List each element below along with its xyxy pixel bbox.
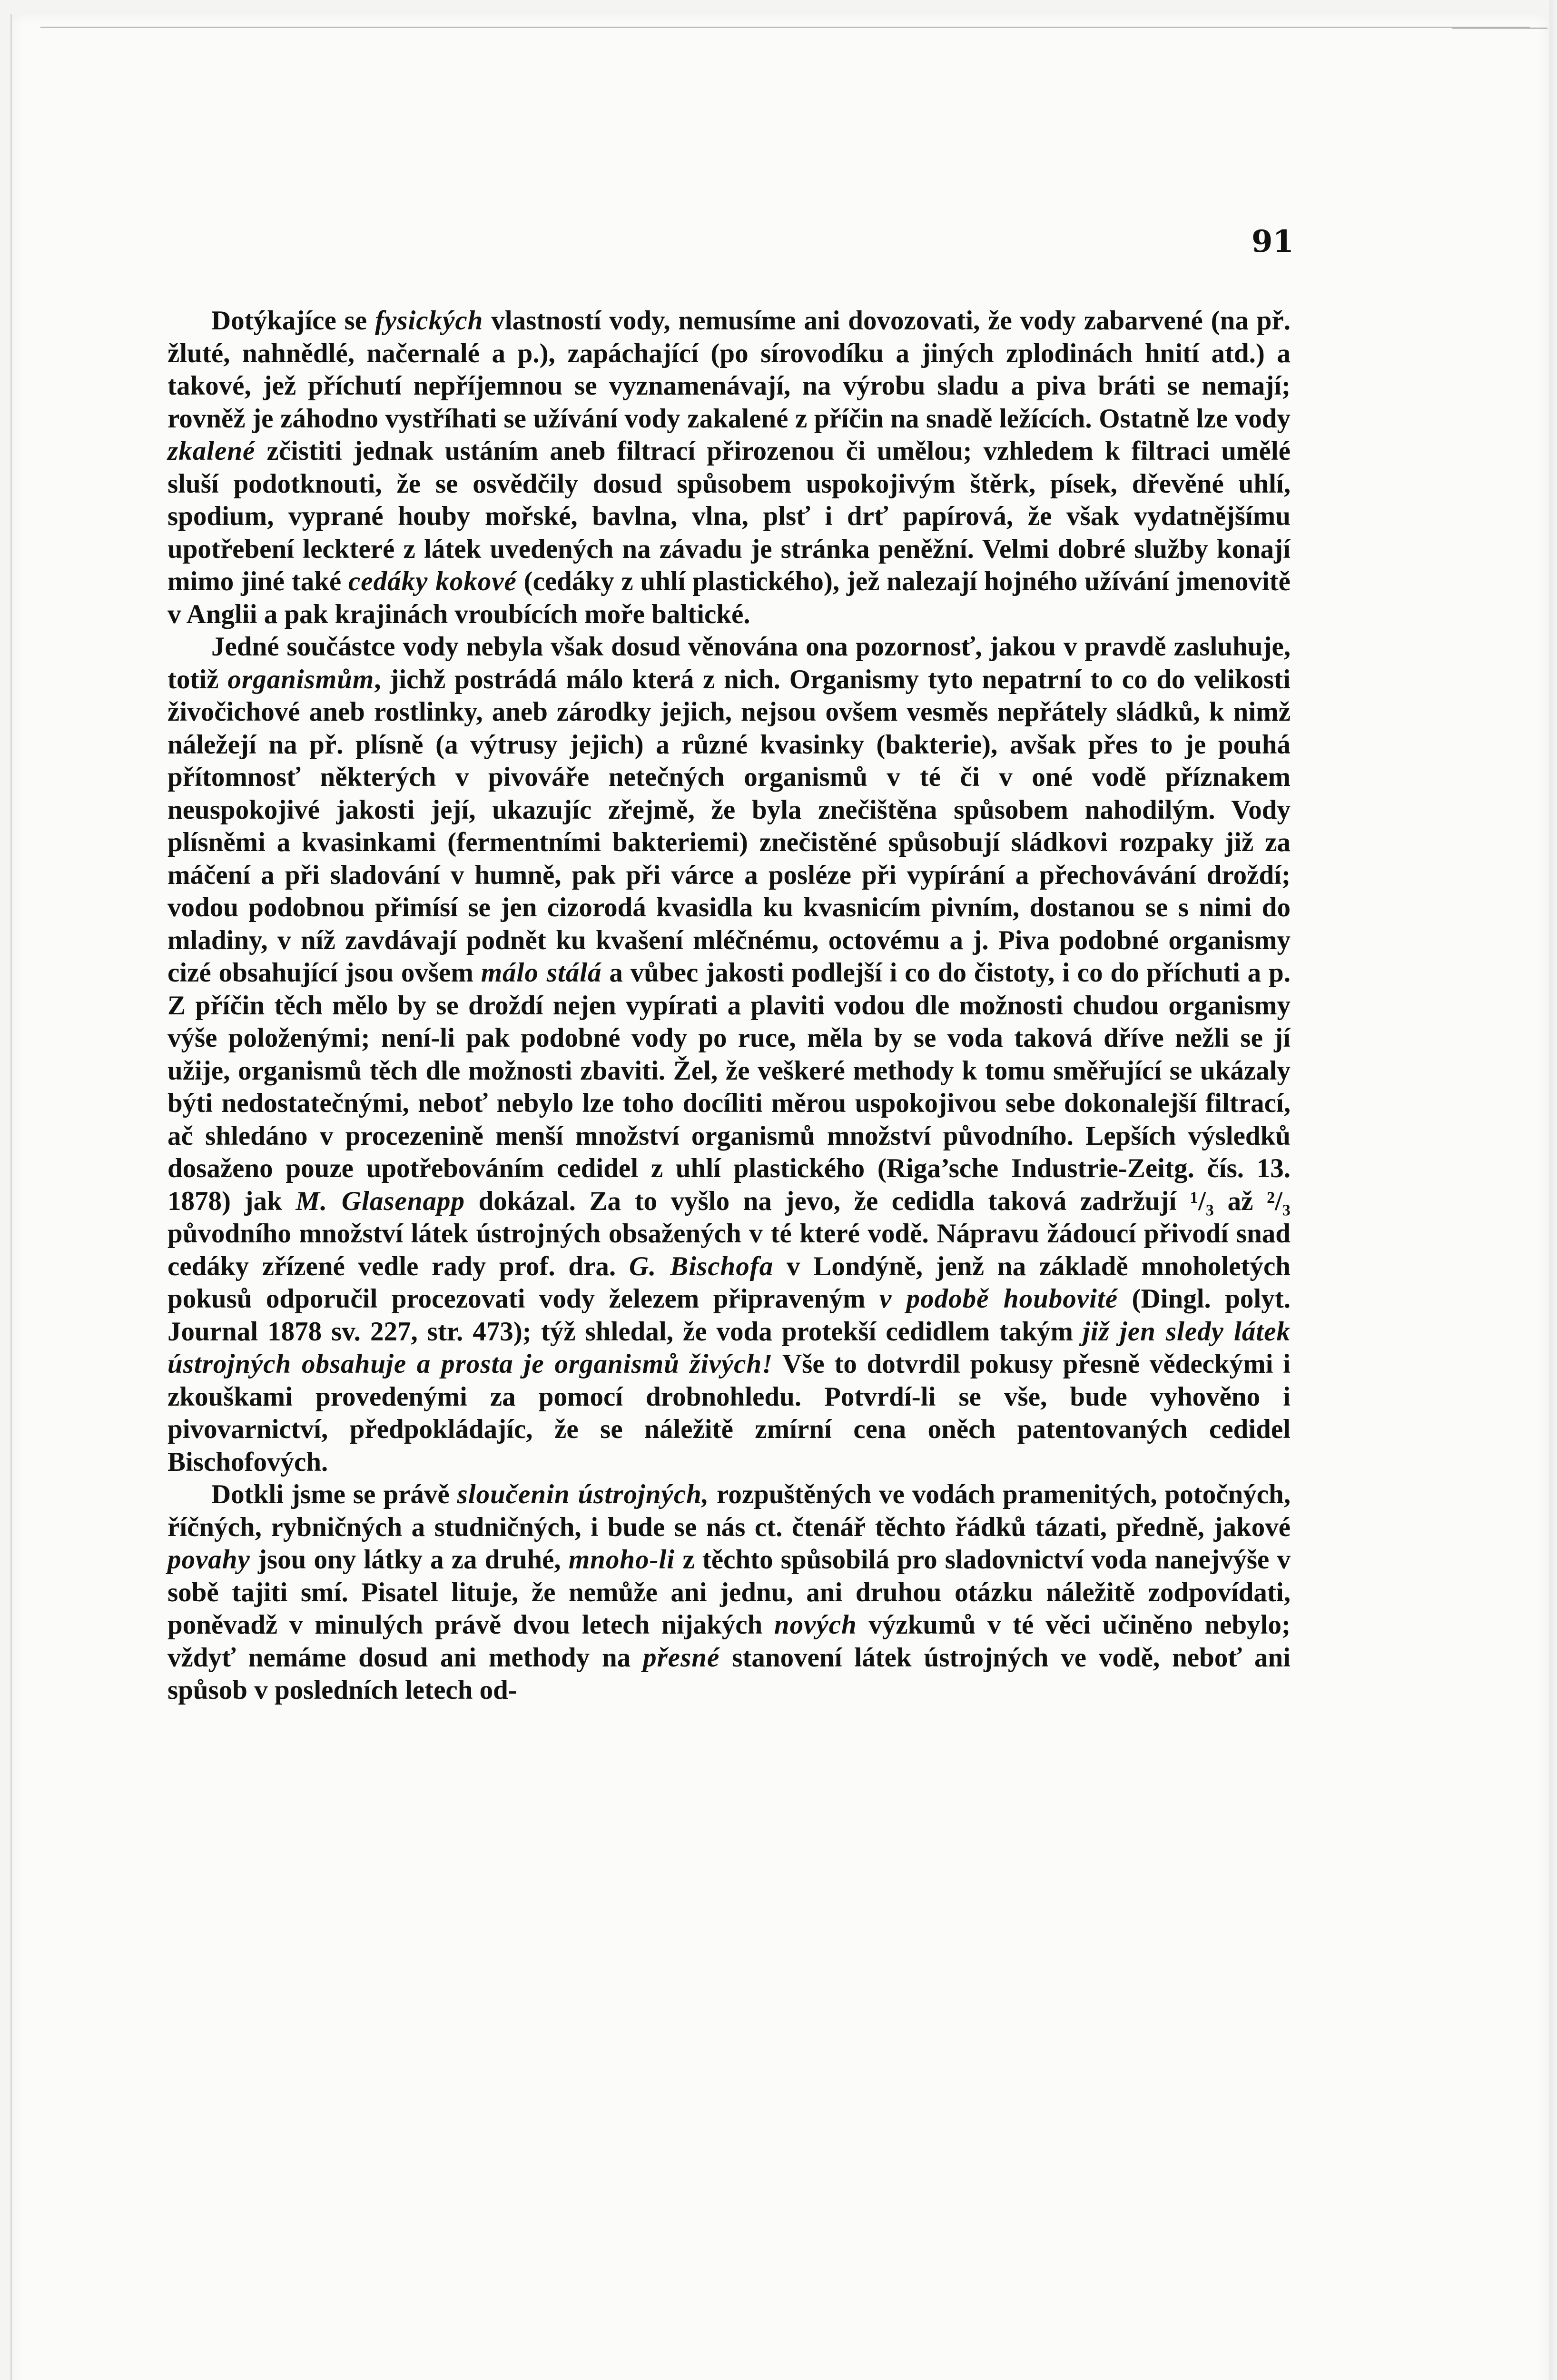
text-run: , jichž postrádá málo která z nich. Organismy tyto nepatrní to co do velikosti živočichové aneb rostlinky, aneb zárodky jejich, nejsou ovšem vesměs nepřátely sládků, k nimž náležejí na př. plísně (a výtrusy jejich) a různé kvasinky (bakterie), avšak přes to je pouhá přítomnosť některých v pivováře netečných organismů v té či v oné vodě příznakem neuspokojivé jakosti její, ukazujíc zřejmě, že byla znečištěna spůsobem nahodilým. Vody plísněmi a kvasinkami (fermentními bakteriemi) znečistěné spůsobují sládkovi rozpaky již za máčení a při sladování v humně, pak při várce a posléze při vypírání a přechovávání droždí; vodou podobnou přimísí se jen cizorodá kvasidla ku kvasnicím pivním, dostanou se s nimi do mladiny, v níž zavdávají podnět ku kvašení mléčnému, octovému a j. Piva podobné organismy cizé obsahující jsou ovšem bbox=[168, 664, 1291, 988]
text-run: vlastností vody, nemusíme ani dovozovati, že vody zabarvené (na př. žluté, nahnědlé, načernalé a p.), zapáchající (po sírovodíku a jiných zplodinách hnití atd.) a takové, jež příchutí nepříjemnou se vyznamenávají, na výrobu sladu a piva bráti se nemají; rovněž je záhodno vystříhati se užívání vody zakalené z příčin na snadě ležících. Ostatně lze vody bbox=[168, 306, 1291, 434]
paragraph-3 bbox=[168, 1478, 1291, 1707]
text-run: rozpuštěných ve vodách pramenitých, potočných, říčných, rybničných a studničných, i bude se nás ct. čtenář těchto řádků tázati, předně, jakové bbox=[168, 1479, 1291, 1542]
emphasis-text: M. Glasenapp bbox=[296, 1186, 465, 1216]
emphasis-text: zkalené bbox=[168, 436, 256, 466]
text-run: z těchto spůsobilá pro sladovnictví voda nanejvýše v sobě tajiti smí. Pisatel lituje, že nemůže ani jednu, ani druhou otázku náležitě zodpovídati, poněvadž v minulých právě dvou letech nijakých bbox=[168, 1545, 1291, 1640]
emphasis-text: fysických bbox=[374, 306, 483, 336]
emphasis-text: povahy bbox=[168, 1545, 250, 1575]
text-run: a vůbec jakosti podlejší i co do čistoty, i co do příchuti a p. Z příčin těch mělo by se droždí nejen vypírati a plaviti vodou dle možnosti chudou organismy výše položenými; není-li pak podobné vody po ruce, měla by se voda taková dříve nežli se jí užije, organismů těch dle možnosti zbaviti. Žel, že veškeré methody k tomu směřující se ukázaly býti nedostatečnými, neboť nebylo lze toho docíliti měrou uspokojivou sebe dokonalejší filtrací, ač shledáno v procezenině menší množství organismů množství původního. Lepších výsledků dosaženo pouze upotřebováním cedidel z uhlí plastického (Riga’sche Industrie-Zeitg. čís. 13. 1878) jak bbox=[168, 958, 1291, 1216]
page-edge-shadow bbox=[1549, 0, 1557, 2380]
body-text bbox=[168, 305, 1291, 1707]
text-run: výzkumů v té věci učiněno nebylo; vždyť nemáme dosud ani methody na bbox=[168, 1610, 1291, 1673]
emphasis-text: přesné bbox=[643, 1642, 720, 1673]
emphasis-text: sloučenin ústrojných, bbox=[457, 1479, 710, 1509]
emphasis-text: G. Bischofa bbox=[629, 1251, 774, 1281]
text-run: stanovení látek ústrojných ve vodě, neboť ani spůsob v posledních letech od- bbox=[168, 1642, 1291, 1705]
page-number: 91 bbox=[1252, 224, 1294, 259]
paragraph-2 bbox=[168, 631, 1291, 1478]
emphasis-text: nových bbox=[774, 1610, 857, 1640]
emphasis-text: málo stálá bbox=[481, 958, 602, 988]
text-run: (Dingl. polyt. Journal 1878 sv. 227, str. 473); týž shledal, že voda protekší cedidlem takým bbox=[168, 1284, 1291, 1347]
emphasis-text: mnoho-li bbox=[568, 1545, 675, 1575]
text-run: (cedáky z uhlí plastického), jež nalezají hojného užívání jmenovitě v Anglii a pak krajinách vroubících moře baltické. bbox=[168, 566, 1291, 629]
text-run: jsou ony látky a za druhé, bbox=[250, 1545, 569, 1575]
emphasis-text: organismům bbox=[227, 664, 374, 694]
emphasis-text: cedáky kokové bbox=[348, 566, 517, 596]
paragraph-1 bbox=[168, 305, 1291, 631]
text-run: Dotkli jsme se právě bbox=[211, 1479, 457, 1509]
text-run: Vše to dotvrdil pokusy přesně vědeckými i zkouškami provedenými za pomocí drobnohledu. Potvrdí-li se vše, bude vyhověno i pivovarnictví, předpokládajíc, že se náležitě zmírní cena oněch patentovaných cedidel Bischofových. bbox=[168, 1349, 1291, 1477]
emphasis-text: v podobě houbovité bbox=[879, 1284, 1118, 1314]
text-run: zčistiti jednak ustáním aneb filtrací přirozenou či umělou; vzhledem k filtraci umělé sluší podotknouti, že se osvědčily dosud spůsobem uspokojivým štěrk, písek, dřevěné uhlí, spodium, vyprané houby mořské, bavlna, vlna, plsť i drť papírová, že však vydatnějšímu upotřebení leckteré z látek uvedených na závadu je stránka peněžní. Velmi dobré služby konají mimo jiné také bbox=[168, 436, 1291, 596]
text-run: Jedné součástce vody nebyla však dosud věnována ona pozornosť, jakou v pravdě zasluhuje, totiž bbox=[168, 632, 1291, 694]
text-run: Dotýkajíce se bbox=[211, 306, 375, 336]
emphasis-text: již jen sledy látek ústrojných obsahuje a prosta je organismů živých! bbox=[168, 1316, 1291, 1379]
text-run: v Londýně, jenž na základě mnoholetých pokusů odporučil procezovati vody železem připraveným bbox=[168, 1251, 1291, 1314]
corner-mark bbox=[1452, 28, 1547, 29]
text-run: dokázal. Za to vyšlo na jevo, že cedidla taková zadržují ¹/₃ až ²/₃ původního množství látek ústrojných obsažených v té které vodě. Nápravu žádoucí přivodí snad cedáky zřízené vedle rady prof. dra. bbox=[168, 1186, 1291, 1281]
top-edge-rule bbox=[40, 27, 1530, 28]
